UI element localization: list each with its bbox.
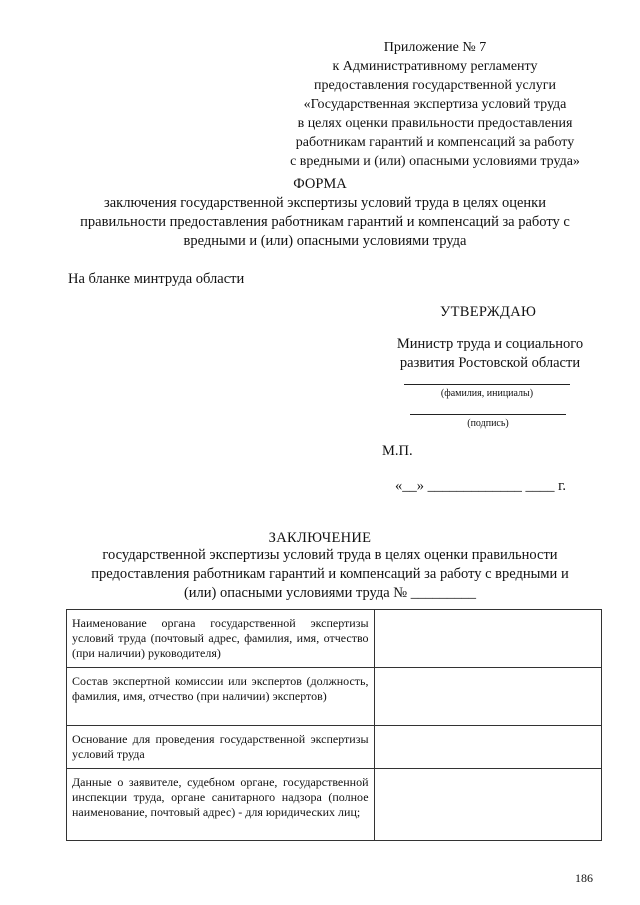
table-row	[67, 610, 602, 668]
table-row	[67, 668, 602, 726]
form-subtitle-line: вредными и (или) опасными условиями труда	[183, 233, 467, 249]
table-row	[67, 769, 602, 841]
conclusion-subtitle-line: предоставления работникам гарантий и компенсаций за работу с вредными и	[91, 566, 569, 582]
approval-date-line: «__» _____________ ____ г.	[395, 478, 567, 494]
form-subtitle-line: правильности предоставления работникам гарантий и компенсаций за работу с	[80, 214, 570, 230]
signature-caption: (подпись)	[467, 418, 509, 429]
row-value[interactable]	[374, 668, 601, 726]
row-label: Основание для проведения государственной экспертизы условий труда	[67, 726, 375, 769]
appendix-line: Приложение № 7	[383, 40, 487, 55]
appendix-line: предоставления государственной услуги	[314, 78, 556, 93]
name-line	[404, 384, 570, 385]
appendix-line: работникам гарантий и компенсаций за работу	[295, 135, 575, 150]
approver-position-line: развития Ростовской области	[399, 355, 581, 371]
row-value[interactable]	[374, 610, 601, 668]
row-value[interactable]	[374, 726, 601, 769]
row-value[interactable]	[374, 769, 601, 841]
row-label: Данные о заявителе, судебном органе, государственной инспекции труда, органе санитарного надзора (полное наименование, почтовый адрес) - для юридических лиц;	[67, 769, 375, 841]
row-label: Состав экспертной комиссии или экспертов (должность, фамилия, имя, отчество (при наличии) экспертов)	[67, 668, 375, 726]
signature-line	[410, 414, 566, 415]
conclusion-subtitle-line: (или) опасными условиями труда № _________	[183, 585, 477, 601]
appendix-line: «Государственная экспертиза условий труда	[303, 97, 567, 112]
approver-position-line: Министр труда и социального	[396, 336, 584, 352]
stamp-placeholder: М.П.	[382, 443, 413, 459]
form-subtitle	[50, 194, 600, 251]
approval-heading: УТВЕРЖДАЮ	[440, 304, 537, 320]
blank-note: На бланке минтруда области	[68, 271, 245, 287]
appendix-line: к Административному регламенту	[332, 59, 538, 74]
conclusion-subtitle	[40, 546, 620, 603]
appendix-line: с вредными и (или) опасными условиями труда»	[290, 154, 580, 169]
conclusion-subtitle-line: государственной экспертизы условий труда в целях оценки правильности	[102, 547, 558, 563]
conclusion-table	[66, 609, 602, 841]
approver-position	[380, 335, 600, 373]
appendix-line: в целях оценки правильности предоставления	[297, 116, 573, 131]
form-title: ФОРМА	[293, 176, 347, 192]
conclusion-title: ЗАКЛЮЧЕНИЕ	[268, 530, 372, 546]
form-subtitle-line: заключения государственной экспертизы условий труда в целях оценки	[104, 195, 546, 211]
row-label: Наименование органа государственной экспертизы условий труда (почтовый адрес, фамилия, имя, отчество (при наличии) руководителя)	[67, 610, 375, 668]
table-row	[67, 726, 602, 769]
appendix-header	[270, 38, 600, 171]
page-number: 186	[575, 871, 593, 885]
name-caption: (фамилия, инициалы)	[440, 388, 534, 399]
